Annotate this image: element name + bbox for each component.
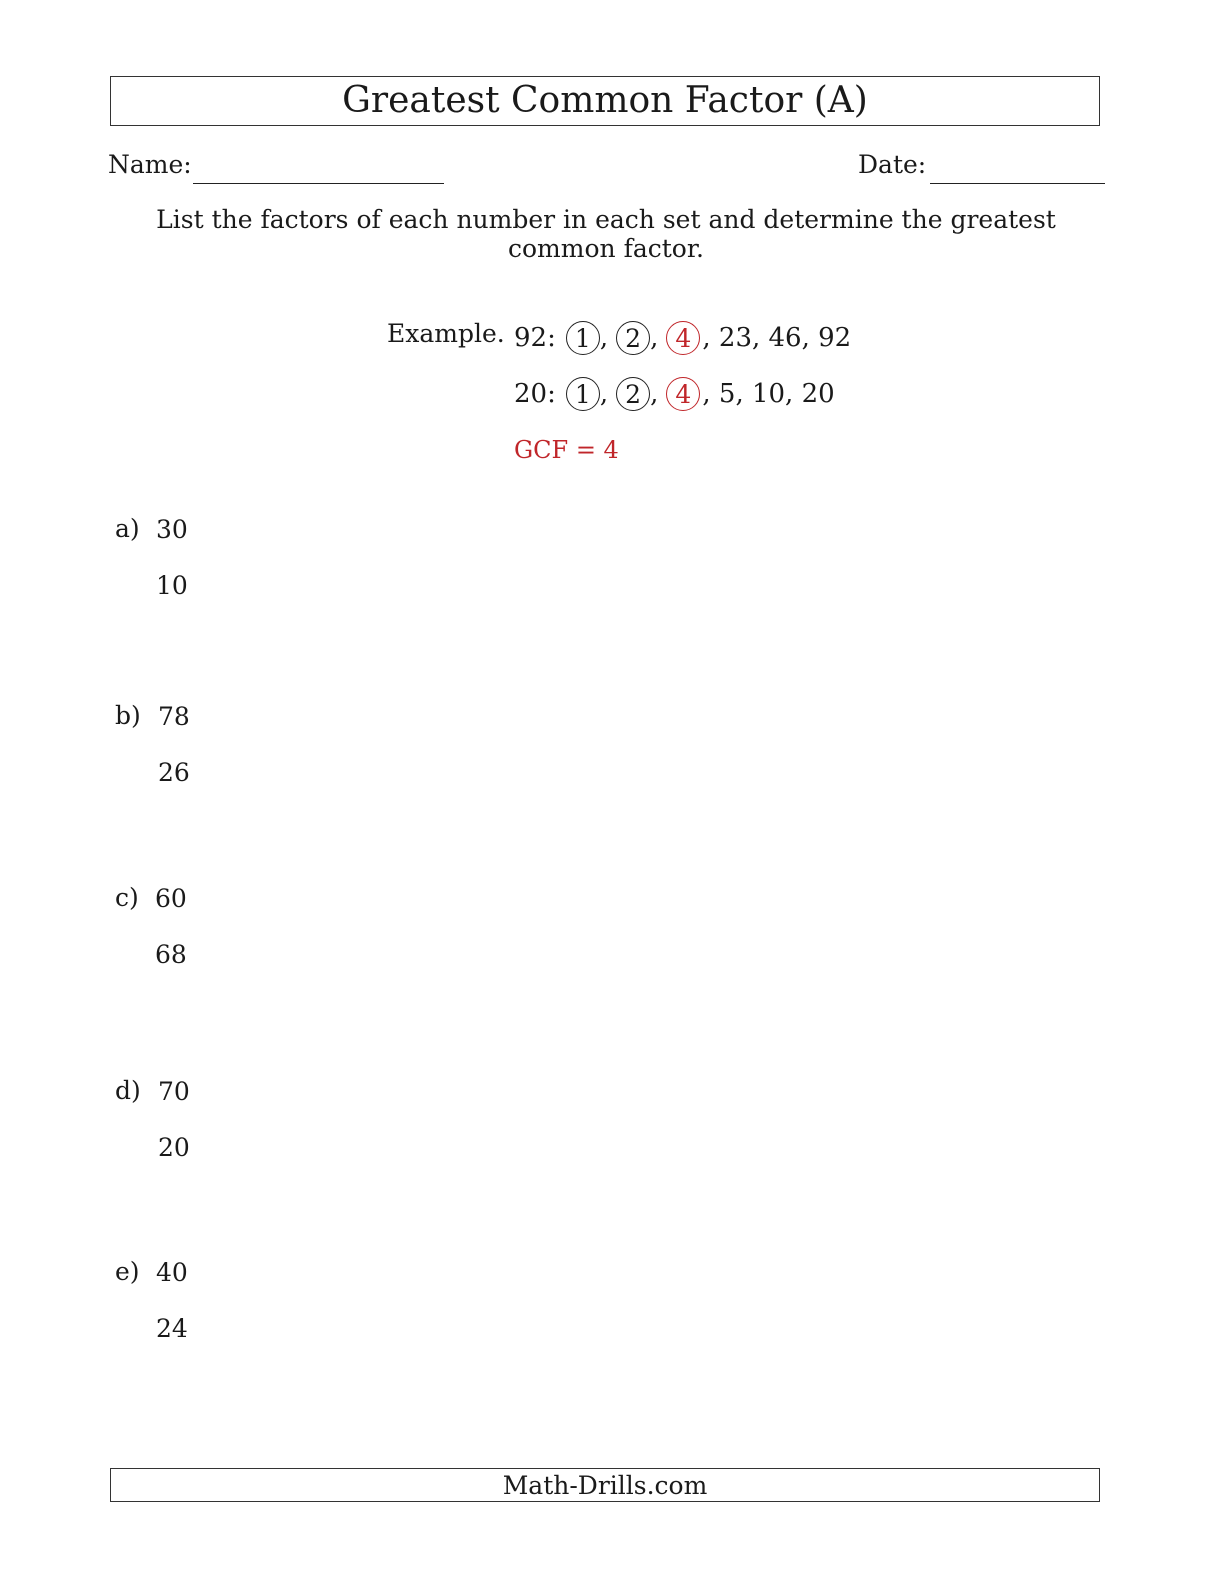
example-remaining-factors: , 23, 46, 92 [702,323,852,353]
problem-second-number: 26 [158,758,190,787]
circled-factor: 1 [566,321,600,355]
example-remaining-factors: , 5, 10, 20 [702,379,835,409]
circled-factor-gcf: 4 [666,321,700,355]
problem-letter: c) [115,883,139,912]
problem-letter: e) [115,1257,140,1286]
footer-box [110,1468,1100,1502]
problem-first-number: 78 [158,702,190,731]
problem-first-number: 70 [158,1077,190,1106]
name-label: Name: [108,150,192,179]
problem-second-number: 10 [156,571,188,600]
circled-factor: 1 [566,377,600,411]
problem-second-number: 20 [158,1133,190,1162]
problem-first-number: 30 [156,515,188,544]
problem-letter: d) [115,1076,141,1105]
date-label: Date: [858,150,927,179]
instructions: List the factors of each number in each set and determine the greatest common factor. [156,205,1056,263]
example-number: 20: [514,379,556,409]
date-line[interactable] [930,183,1105,184]
problem-first-number: 60 [155,884,187,913]
circled-factor: 2 [616,321,650,355]
example-gcf: GCF = 4 [514,436,619,464]
footer-site: Math-Drills.com [502,1470,708,1500]
title-box [110,76,1100,126]
example-number: 92: [514,323,556,353]
page-title: Greatest Common Factor (A) [342,80,868,121]
problem-second-number: 68 [155,940,187,969]
problem-letter: a) [115,514,140,543]
example-label: Example. [387,319,505,348]
problem-letter: b) [115,701,141,730]
circled-factor: 2 [616,377,650,411]
circled-factor-gcf: 4 [666,377,700,411]
problem-first-number: 40 [156,1258,188,1287]
example-row-1: 92: 1 , 2 , 4 , 23, 46, 92 [514,323,852,353]
problem-second-number: 24 [156,1314,188,1343]
name-line[interactable] [193,183,444,184]
example-row-2: 20: 1 , 2 , 4 , 5, 10, 20 [514,379,835,409]
